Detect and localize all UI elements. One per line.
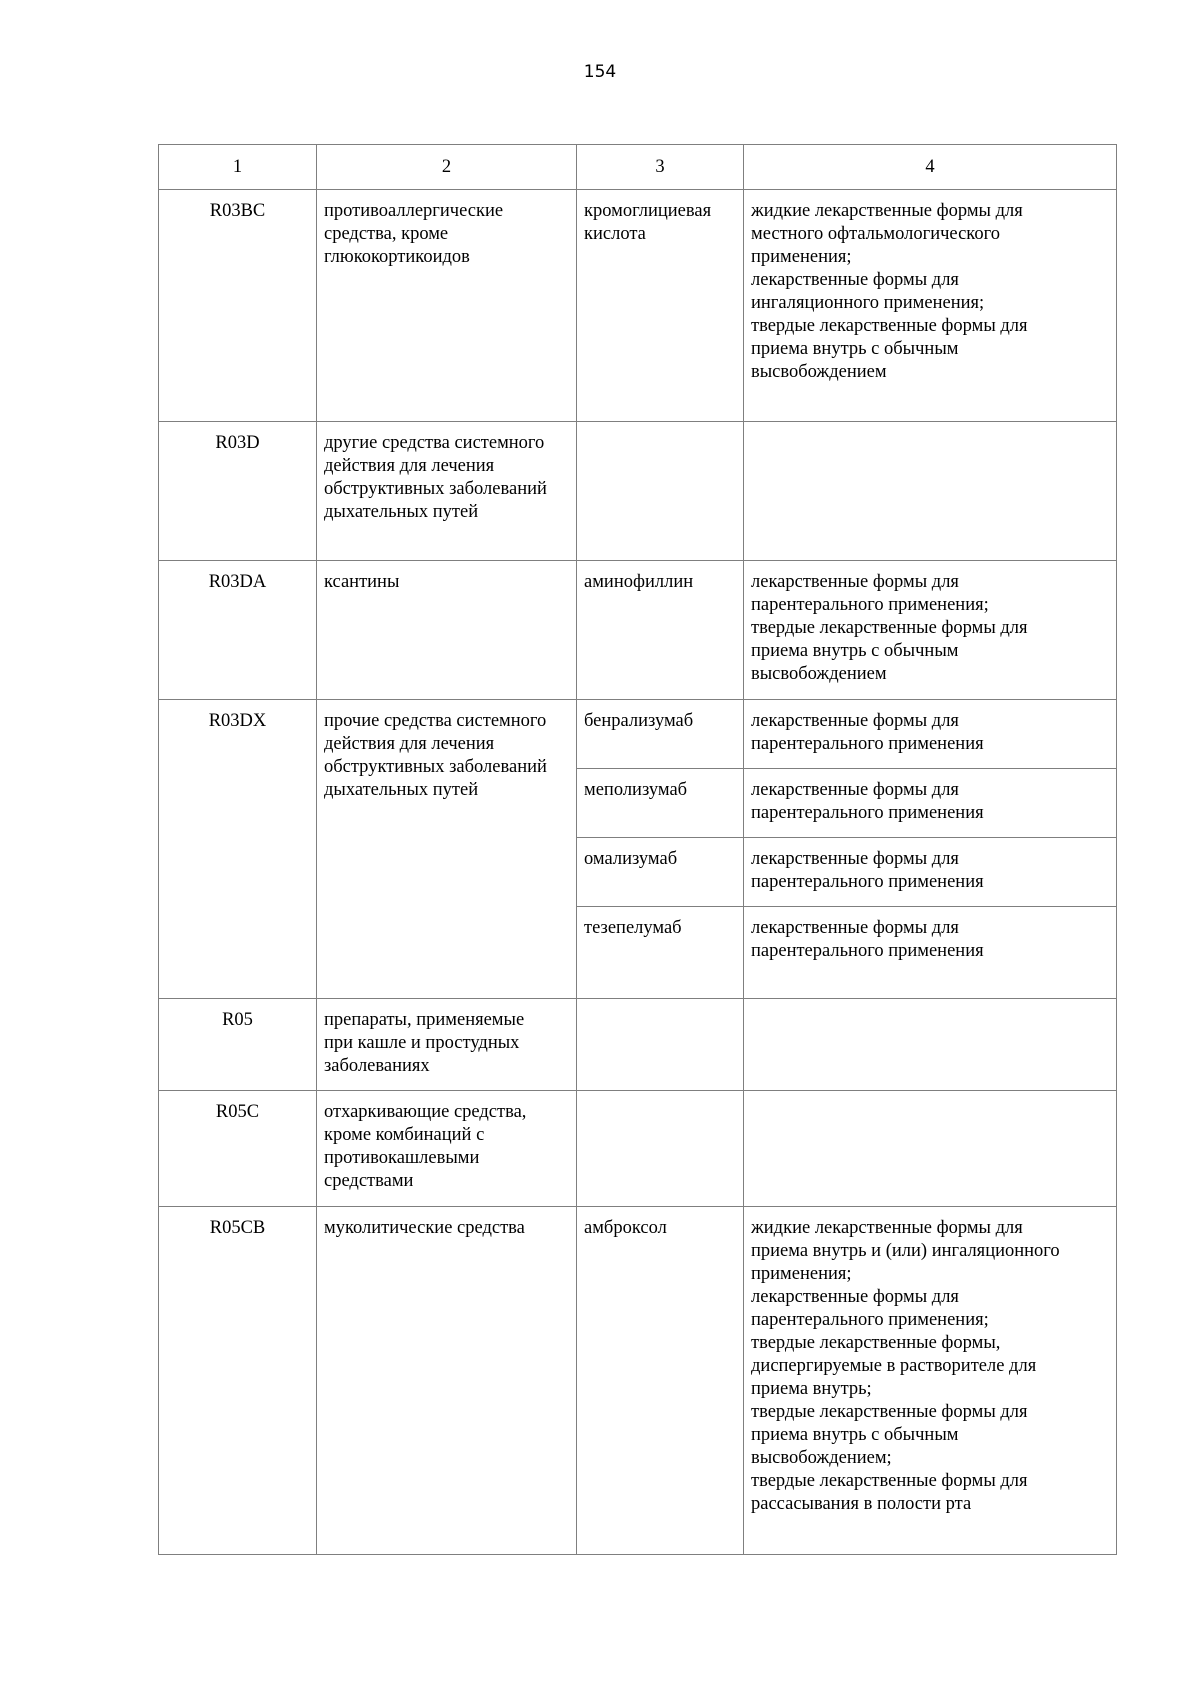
dosage-forms: лекарственные формы для парентерального применения	[744, 907, 1117, 999]
table-row	[159, 561, 1117, 700]
atc-code: R05C	[159, 1091, 317, 1207]
header-col-1: 1	[159, 145, 317, 190]
drug-name: омализумаб	[577, 838, 744, 907]
drug-name: меполизумаб	[577, 769, 744, 838]
drug-name: бенрализумаб	[577, 700, 744, 769]
drug-name: амброксол	[577, 1207, 744, 1555]
header-col-2: 2	[317, 145, 577, 190]
dosage-forms: жидкие лекарственные формы для местного офтальмологического применения; лекарственные формы для ингаляционного применения; твердые лекарственные формы для приема внутрь с обычным высвобождением	[744, 190, 1117, 422]
group-name: другие средства системного действия для лечения обструктивных заболеваний дыхательных путей	[317, 422, 577, 561]
header-col-3: 3	[577, 145, 744, 190]
atc-code: R03DA	[159, 561, 317, 700]
drug-name	[577, 999, 744, 1091]
dosage-forms: жидкие лекарственные формы для приема внутрь и (или) ингаляционного применения; лекарственные формы для парентерального применения; твердые лекарственные формы, диспергируемые в растворителе для приема внутрь; твердые лекарственные формы для приема внутрь с обычным высвобождением; твердые лекарственные формы для рассасывания в полости рта	[744, 1207, 1117, 1555]
atc-code: R05CB	[159, 1207, 317, 1555]
table-row	[159, 1207, 1117, 1555]
table-row	[159, 1091, 1117, 1207]
group-name: муколитические средства	[317, 1207, 577, 1555]
drug-name: кромоглициевая кислота	[577, 190, 744, 422]
drug-name	[577, 422, 744, 561]
drug-name: тезепелумаб	[577, 907, 744, 999]
dosage-forms	[744, 422, 1117, 561]
atc-code: R05	[159, 999, 317, 1091]
page-number: 154	[583, 62, 617, 82]
dosage-forms	[744, 999, 1117, 1091]
drug-name	[577, 1091, 744, 1207]
group-name: отхаркивающие средства, кроме комбинаций с противокашлевыми средствами	[317, 1091, 577, 1207]
dosage-forms: лекарственные формы для парентерального применения	[744, 838, 1117, 907]
atc-code: R03D	[159, 422, 317, 561]
group-name: прочие средства системного действия для лечения обструктивных заболеваний дыхательных путей	[317, 700, 577, 999]
table-row	[159, 700, 1117, 769]
header-col-4: 4	[744, 145, 1117, 190]
table-row	[159, 422, 1117, 561]
dosage-forms: лекарственные формы для парентерального применения	[744, 769, 1117, 838]
table-row	[159, 999, 1117, 1091]
dosage-forms: лекарственные формы для парентерального применения	[744, 700, 1117, 769]
dosage-forms	[744, 1091, 1117, 1207]
atc-code: R03DX	[159, 700, 317, 999]
table-row	[159, 190, 1117, 422]
group-name: препараты, применяемые при кашле и простудных заболеваниях	[317, 999, 577, 1091]
table-header-row	[159, 145, 1117, 190]
drug-table	[158, 144, 1117, 1555]
group-name: противоаллергические средства, кроме глюкокортикоидов	[317, 190, 577, 422]
drug-name: аминофиллин	[577, 561, 744, 700]
dosage-forms: лекарственные формы для парентерального применения; твердые лекарственные формы для приема внутрь с обычным высвобождением	[744, 561, 1117, 700]
group-name: ксантины	[317, 561, 577, 700]
atc-code: R03BC	[159, 190, 317, 422]
